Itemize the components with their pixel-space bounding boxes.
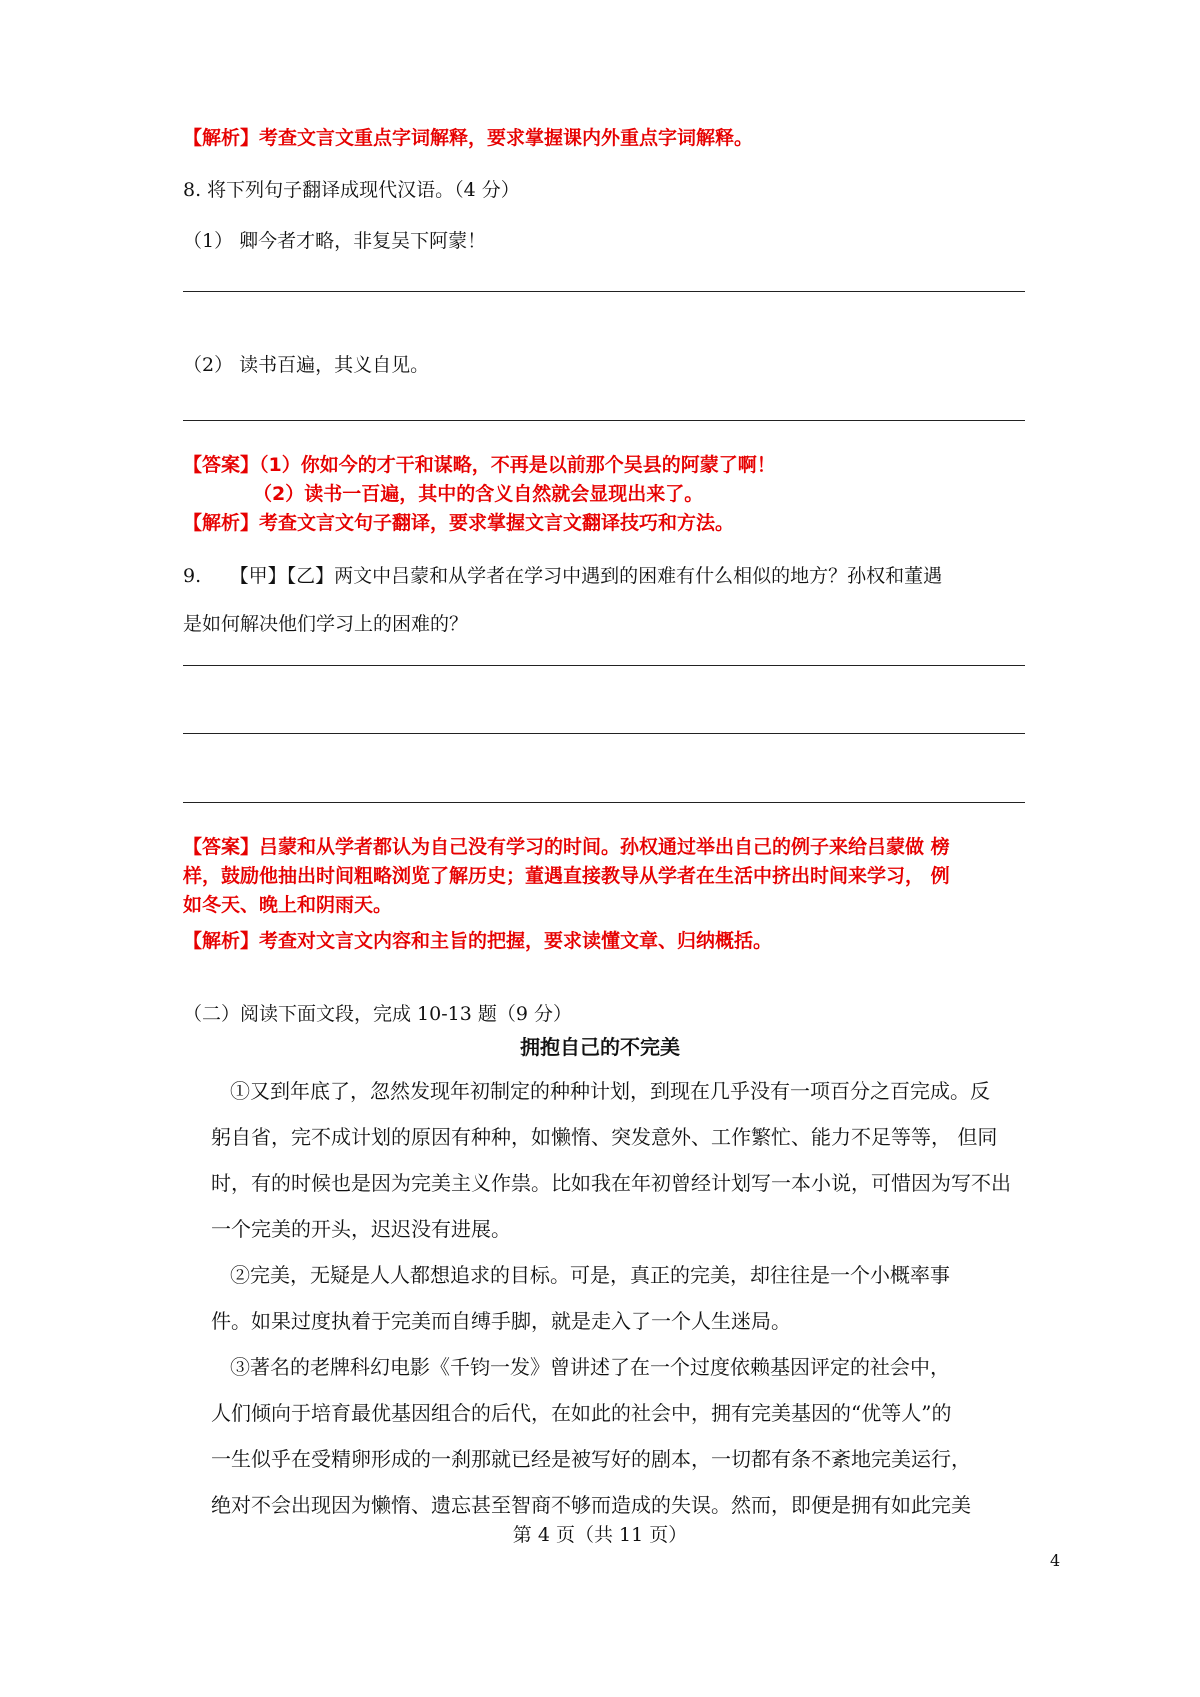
- q9-prompt-line-2: 是如何解决他们学习上的困难的？: [183, 613, 469, 635]
- answer-line: [183, 733, 1025, 734]
- paragraph-1-line-4: 一个完美的开头，迟迟没有进展。: [211, 1217, 511, 1241]
- paragraph-1-line-2: 躬自省，完不成计划的原因有种种，如懒惰、突发意外、工作繁忙、能力不足等等， 但同: [211, 1125, 998, 1149]
- q9-answer-line-1: 【答案】吕蒙和从学者都认为自己没有学习的时间。孙权通过举出自己的例子来给吕蒙做 榜: [183, 836, 950, 858]
- q9-analysis: 【解析】考查对文言文内容和主旨的把握，要求读懂文章、归纳概括。: [183, 930, 773, 952]
- section-heading: （二）阅读下面文段，完成 10-13 题（9 分）: [183, 1003, 572, 1025]
- paragraph-1-line-1: ①又到年底了，忽然发现年初制定的种种计划，到现在几乎没有一项百分之百完成。反: [230, 1079, 990, 1103]
- q8-answer-2: （2）读书一百遍，其中的含义自然就会显现出来了。: [253, 483, 704, 505]
- answer-line: [183, 665, 1025, 666]
- paragraph-1-line-3: 时，有的时候也是因为完美主义作祟。比如我在年初曾经计划写一本小说，可惜因为写不出: [211, 1171, 1011, 1195]
- answer-line: [183, 291, 1025, 292]
- q9-prompt-line-1: 9. 【甲】【乙】两文中吕蒙和从学者在学习中遇到的困难有什么相似的地方？孙权和董遇: [183, 565, 943, 587]
- q8-item-1: （1） 卿今者才略，非复吴下阿蒙！: [183, 230, 487, 252]
- paragraph-3-line-3: 一生似乎在受精卵形成的一刹那就已经是被写好的剧本，一切都有条不紊地完美运行，: [211, 1447, 971, 1471]
- q8-analysis: 【解析】考查文言文句子翻译，要求掌握文言文翻译技巧和方法。: [183, 512, 735, 534]
- article-title: 拥抱自己的不完美: [520, 1035, 680, 1059]
- answer-line: [183, 802, 1025, 803]
- q8-prompt: 8. 将下列句子翻译成现代汉语。（4 分）: [183, 179, 520, 201]
- answer-line: [183, 420, 1025, 421]
- paragraph-2-line-2: 件。如果过度执着于完美而自缚手脚，就是走入了一个人生迷局。: [211, 1309, 791, 1333]
- q8-answer-1: 【答案】（1）你如今的才干和谋略，不再是以前那个吴县的阿蒙了啊！: [183, 454, 776, 476]
- paragraph-3-line-1: ③著名的老牌科幻电影《千钧一发》曾讲述了在一个过度依赖基因评定的社会中，: [230, 1355, 950, 1379]
- q9-answer-line-2: 样，鼓励他抽出时间粗略浏览了解历史；董遇直接教导从学者在生活中挤出时间来学习， 例: [183, 865, 950, 887]
- q9-answer-line-3: 如冬天、晚上和阴雨天。: [183, 894, 393, 916]
- page-footer: 第 4 页（共 11 页）: [512, 1524, 688, 1546]
- paragraph-2-line-1: ②完美，无疑是人人都想追求的目标。可是，真正的完美，却往往是一个小概率事: [230, 1263, 950, 1287]
- page-number: 4: [1050, 1551, 1061, 1570]
- q8-item-2: （2） 读书百遍，其义自见。: [183, 354, 430, 376]
- q7-analysis: 【解析】考查文言文重点字词解释，要求掌握课内外重点字词解释。: [183, 127, 754, 149]
- paragraph-3-line-2: 人们倾向于培育最优基因组合的后代，在如此的社会中，拥有完美基因的“优等人”的: [211, 1401, 952, 1425]
- paragraph-3-line-4: 绝对不会出现因为懒惰、遗忘甚至智商不够而造成的失误。然而，即便是拥有如此完美: [211, 1493, 971, 1517]
